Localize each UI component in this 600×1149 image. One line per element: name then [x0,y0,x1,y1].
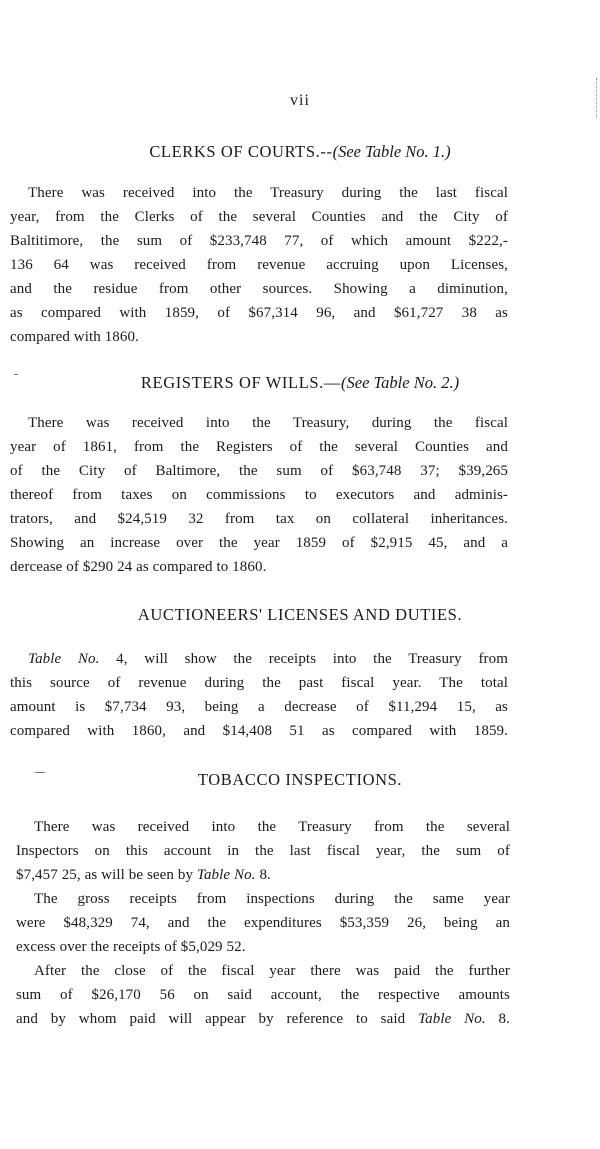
table-reference: Table No. [418,1011,486,1027]
paragraph-tobacco-inspections [16,815,510,1031]
text-line: There was received into the Treasury, during the fiscal [28,415,508,431]
text-line: amount is $7,734 93, being a decrease of $11,294 15, as [10,699,508,715]
paragraph-registers-of-wills [10,411,508,579]
text-line: Table No. 4, will show the receipts into the Treasury from [28,651,508,667]
section-heading-clerks-of-courts [0,142,600,162]
heading-main: AUCTIONEERS' LICENSES AND DUTIES. [137,605,463,624]
section-heading-tobacco-inspections [0,770,600,790]
heading-table-reference: (See Table No. 2.) [341,373,460,392]
text-line: There was received into the Treasury during the last fiscal [28,185,508,201]
text-line: and by whom paid will appear by reference to said Table No. 8. [16,1011,511,1027]
heading-separator: -- [320,142,333,161]
paragraph-auctioneers-licenses [10,647,508,743]
text-line: Showing an increase over the year 1859 of $2,915 45, and a [10,535,508,551]
text-line: trators, and $24,519 32 from tax on collateral inheritances. [10,511,508,527]
text-line: this source of revenue during the past fiscal year. The total [10,675,508,691]
text-line: Inspectors on this account in the last fiscal year, the sum of [16,843,510,859]
text-line: as compared with 1859, of $67,314 96, and $61,727 38 as [10,305,508,321]
text-line: After the close of the fiscal year there was paid the further [34,963,510,979]
table-reference: Table No. [28,651,100,667]
text-line: compared with 1860. [10,329,139,345]
text-line: excess over the receipts of $5,029 52. [16,939,246,955]
text-line: year of 1861, from the Registers of the several Counties and [10,439,508,455]
paragraph-clerks-of-courts [10,181,508,349]
heading-separator: — [323,373,341,392]
heading-table-reference: (See Table No. 1.) [332,142,451,161]
section-heading-registers-of-wills [0,373,600,393]
text-line: and the residue from other sources. Showing a diminution, [10,281,508,297]
section-heading-auctioneers-licenses [0,605,600,625]
text-line: of the City of Baltimore, the sum of $63,748 37; $39,265 [10,463,508,479]
text-line: sum of $26,170 56 on said account, the respective amounts [16,987,510,1003]
page-number: vii [290,92,310,109]
text-line: 136 64 was received from revenue accruing upon Licenses, [10,257,508,273]
text-line: dercease of $290 24 as compared to 1860. [10,559,267,575]
heading-main: TOBACCO INSPECTIONS. [197,770,403,789]
text-line: thereof from taxes on commissions to executors and adminis- [10,487,508,503]
text-line: were $48,329 74, and the expenditures $53,359 26, being an [16,915,510,931]
text-line: Baltitimore, the sum of $233,748 77, of which amount $222,- [10,233,508,249]
text-line: There was received into the Treasury from the several [34,819,510,835]
text-line: The gross receipts from inspections during the same year [34,891,510,907]
table-reference: Table No. [196,867,256,883]
heading-main: CLERKS OF COURTS. [149,142,321,161]
text-line: compared with 1860, and $14,408 51 as compared with 1859. [10,723,508,739]
text-line: year, from the Clerks of the several Counties and the City of [10,209,508,225]
heading-main: REGISTERS OF WILLS. [140,373,324,392]
text-line: $7,457 25, as will be seen by Table No. 8. [16,867,271,883]
